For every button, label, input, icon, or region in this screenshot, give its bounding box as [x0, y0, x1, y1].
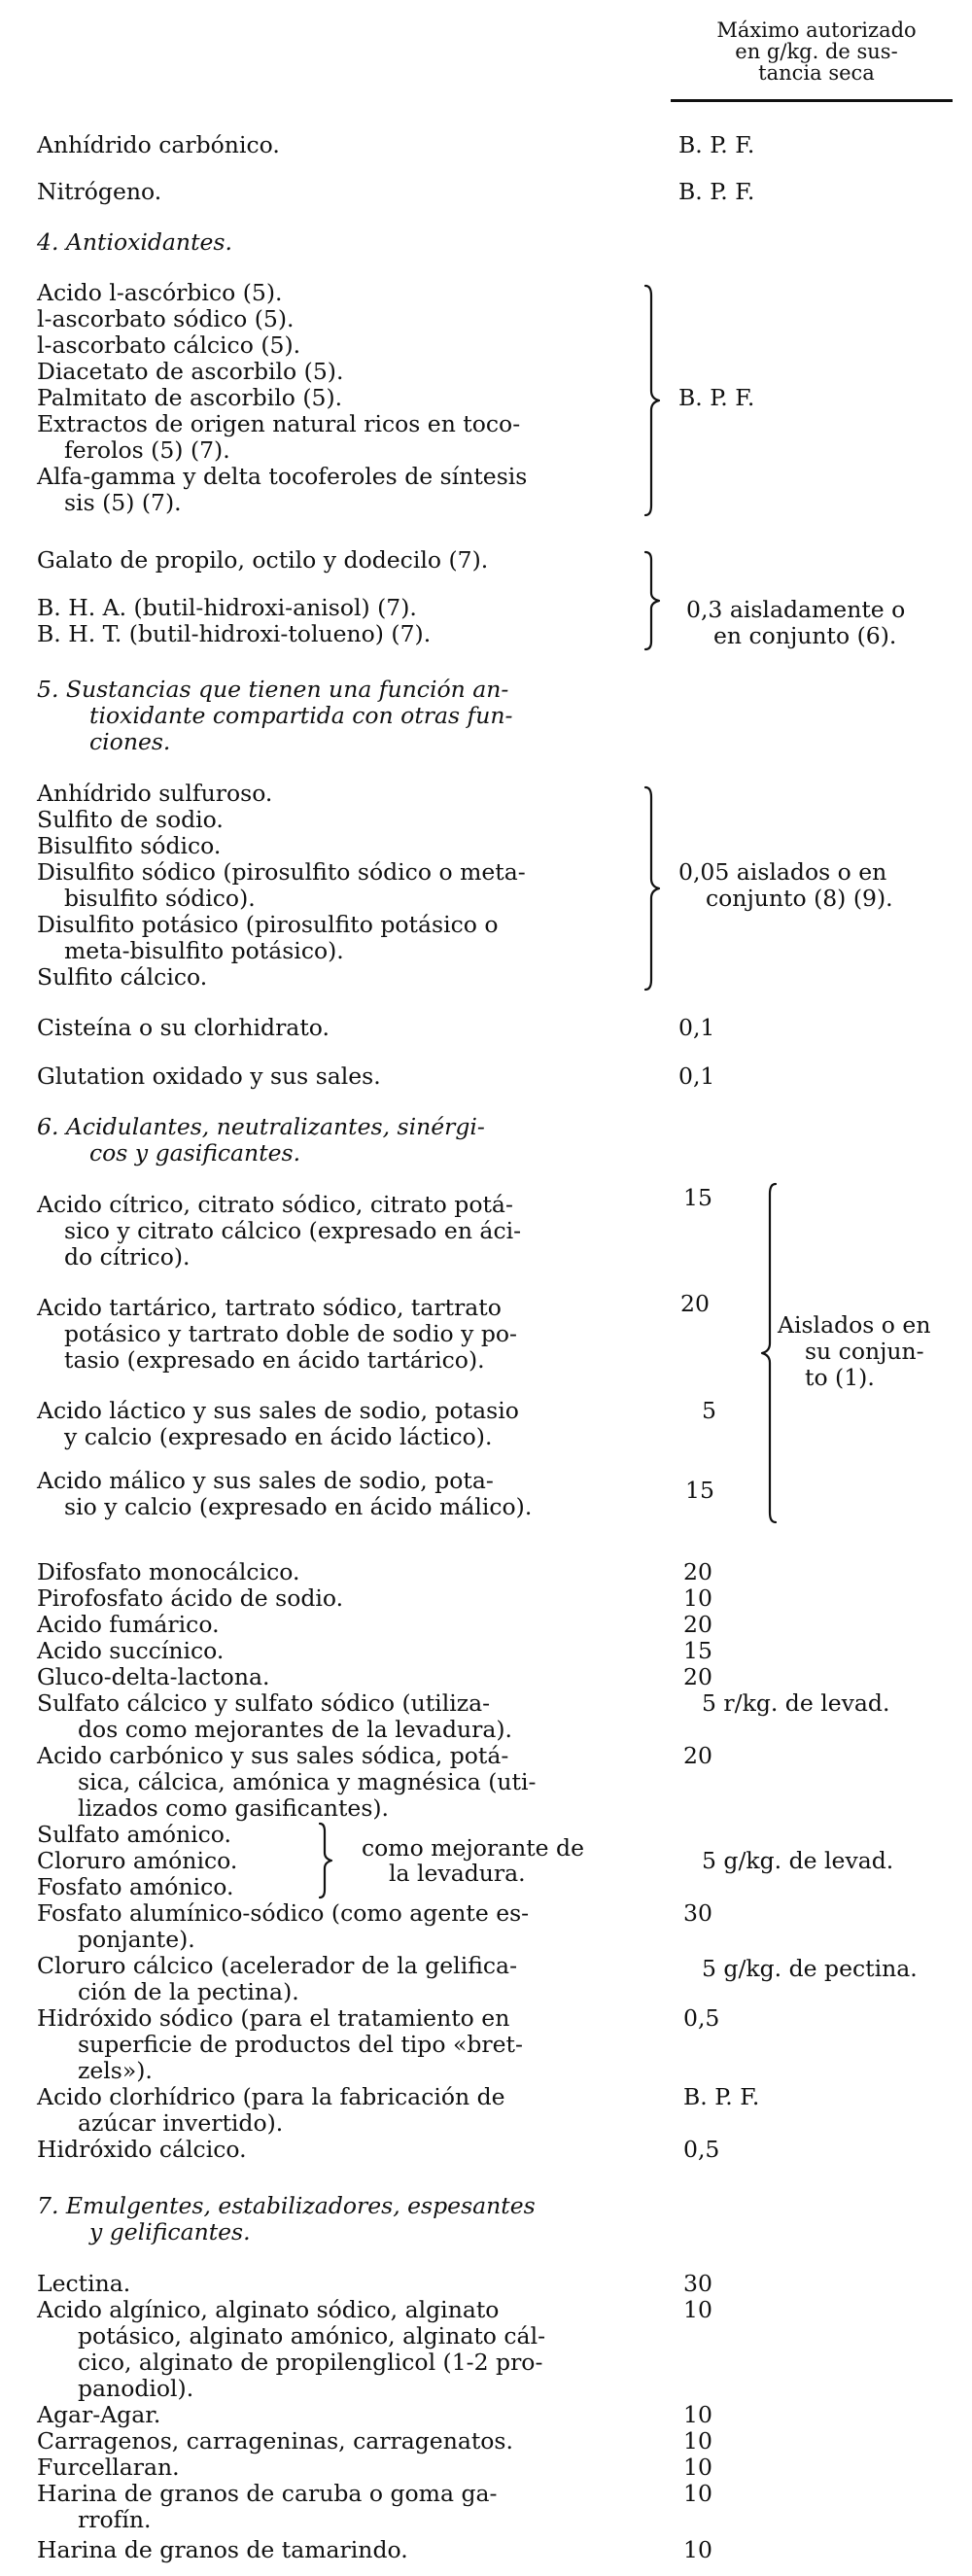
- acid-value: 15: [685, 1477, 714, 1504]
- brace-right: [642, 550, 671, 651]
- item-name: potásico, alginato amónico, alginato cál-: [78, 2322, 546, 2350]
- item-value: B. P. F.: [683, 2083, 760, 2110]
- item-name: cico, alginato de propilenglicol (1-2 pro-: [78, 2349, 543, 2376]
- sec5-item: bisulfito sódico).: [64, 885, 256, 912]
- item-name: Cisteína o su clorhidrato.: [37, 1014, 330, 1041]
- ammonium-item: Fosfato amónico.: [37, 1873, 234, 1900]
- item-name: Difosfato monocálcico.: [37, 1558, 300, 1585]
- ammonium-item: Cloruro amónico.: [37, 1847, 238, 1874]
- item-name: Acido clorhídrico (para la fabricación de: [37, 2083, 505, 2110]
- acid-item: sico y citrato cálcico (expresado en áci-: [64, 1217, 522, 1244]
- item-name: Hidróxido sódico (para el tratamiento en: [37, 2004, 510, 2032]
- item-name: Anhídrido carbónico.: [37, 131, 280, 158]
- section-5-title: tioxidante compartida con otras fun-: [89, 702, 513, 729]
- brace-right: [317, 1822, 342, 1899]
- item-name: Carragenos, carrageninas, carragenatos.: [37, 2427, 513, 2454]
- sec5-item: Bisulfito sódico.: [37, 832, 222, 859]
- item-value: 30: [683, 2270, 712, 2297]
- ammonium-note: como mejorante de: [362, 1834, 584, 1862]
- sec4-group1-value: B. P. F.: [678, 384, 755, 411]
- ammonium-note: la levadura.: [389, 1860, 526, 1887]
- acid-item: do cítrico).: [64, 1243, 191, 1271]
- item-value: 10: [683, 2454, 712, 2481]
- column-header-line-3: tancia seca: [758, 61, 875, 85]
- acid-item: tasio (expresado en ácido tartárico).: [64, 1346, 485, 1374]
- section-6-title: 6. Acidulantes, neutralizantes, sinérgi-: [37, 1113, 485, 1140]
- acid-value: 15: [683, 1184, 712, 1211]
- item-name: ponjante).: [78, 1926, 195, 1953]
- item-name: Harina de granos de tamarindo.: [37, 2536, 408, 2563]
- ammonium-value: 5 g/kg. de levad.: [702, 1847, 894, 1874]
- item-value: 0,1: [678, 1014, 715, 1041]
- sec5-item: Sulfito de sodio.: [37, 806, 224, 833]
- sec4-item: Galato de propilo, octilo y dodecilo (7).: [37, 546, 489, 574]
- acids-note: su conjun-: [805, 1338, 924, 1365]
- item-value: B. P. F.: [678, 178, 755, 205]
- item-name: Cloruro cálcico (acelerador de la gelifica-: [37, 1952, 518, 1979]
- item-name: sica, cálcica, amónica y magnésica (uti-: [78, 1768, 537, 1795]
- header-rule: [671, 99, 953, 102]
- sec5-group-value: conjunto (8) (9).: [706, 885, 893, 912]
- item-value: 5 g/kg. de pectina.: [702, 1955, 918, 1982]
- item-value: 10: [683, 2427, 712, 2454]
- sec4-item: ferolos (5) (7).: [64, 436, 230, 464]
- acid-item: Acido láctico y sus sales de sodio, potasio: [37, 1397, 519, 1424]
- acid-item: y calcio (expresado en ácido láctico).: [64, 1423, 493, 1450]
- sec5-item: Disulfito potásico (pirosulfito potásico o: [37, 911, 499, 938]
- acid-item: Acido cítrico, citrato sódico, citrato potá-: [37, 1191, 513, 1218]
- brace-left: [754, 1182, 780, 1524]
- acid-value: 5: [702, 1397, 716, 1424]
- item-value: 20: [683, 1663, 712, 1690]
- item-name: lizados como gasificantes).: [78, 1794, 390, 1822]
- acid-item: potásico y tartrato doble de sodio y po-: [64, 1320, 517, 1347]
- item-name: Agar-Agar.: [37, 2401, 161, 2428]
- brace-right: [642, 284, 671, 517]
- sec4-group2-value: 0,3 aisladamente o: [686, 596, 906, 623]
- item-name: dos como mejorantes de la levadura).: [78, 1716, 513, 1743]
- item-name: Gluco-delta-lactona.: [37, 1663, 270, 1690]
- acid-item: Acido málico y sus sales de sodio, pota-: [37, 1467, 494, 1494]
- item-name: Glutation oxidado y sus sales.: [37, 1062, 381, 1090]
- item-name: azúcar invertido).: [78, 2109, 284, 2137]
- section-4-title: 4. Antioxidantes.: [37, 228, 232, 256]
- item-name: Furcellaran.: [37, 2454, 180, 2481]
- sec5-item: Sulfito cálcico.: [37, 963, 208, 991]
- sec4-group2-value: en conjunto (6).: [713, 622, 897, 649]
- item-value: 10: [683, 2296, 712, 2323]
- item-name: superficie de productos del tipo «bret-: [78, 2031, 523, 2058]
- item-name: panodiol).: [78, 2375, 194, 2402]
- item-name: Pirofosfato ácido de sodio.: [37, 1584, 344, 1612]
- item-value: 10: [683, 1584, 712, 1612]
- item-value: 10: [683, 2536, 712, 2563]
- sec4-item: Alfa-gamma y delta tocoferoles de síntesis: [37, 463, 528, 490]
- ammonium-item: Sulfato amónico.: [37, 1821, 231, 1848]
- item-value: 10: [683, 2401, 712, 2428]
- section-7-title: y gelificantes.: [89, 2218, 251, 2245]
- section-7-title: 7. Emulgentes, estabilizadores, espesantes: [37, 2192, 536, 2219]
- item-value: 5 r/kg. de levad.: [702, 1689, 890, 1717]
- acids-note: to (1).: [805, 1364, 875, 1391]
- item-name: Sulfato cálcico y sulfato sódico (utiliza-: [37, 1689, 491, 1717]
- item-name: Acido algínico, alginato sódico, alginato: [37, 2296, 500, 2323]
- item-value: 20: [683, 1558, 712, 1585]
- item-name: Acido succínico.: [37, 1637, 225, 1664]
- item-name: rrofín.: [78, 2506, 152, 2533]
- acid-value: 20: [680, 1290, 710, 1317]
- sec4-item: l-ascorbato cálcico (5).: [37, 331, 301, 359]
- sec4-item: Palmitato de ascorbilo (5).: [37, 384, 343, 411]
- item-value: 10: [683, 2480, 712, 2507]
- sec5-item: Disulfito sódico (pirosulfito sódico o meta-: [37, 858, 526, 886]
- item-name: Harina de granos de caruba o goma ga-: [37, 2480, 498, 2507]
- sec5-group-value: 0,05 aislados o en: [678, 858, 887, 886]
- sec4-item: B. H. T. (butil-hidroxi-tolueno) (7).: [37, 620, 432, 647]
- section-5-title: 5. Sustancias que tienen una función an-: [37, 676, 509, 703]
- item-name: Nitrógeno.: [37, 178, 162, 205]
- item-value: 0,1: [678, 1062, 715, 1090]
- sec5-item: meta-bisulfito potásico).: [64, 937, 344, 964]
- sec4-item: Extractos de origen natural ricos en toco-: [37, 410, 521, 437]
- section-6-title: cos y gasificantes.: [89, 1139, 301, 1166]
- sec4-item: B. H. A. (butil-hidroxi-anisol) (7).: [37, 594, 417, 621]
- item-value: 20: [683, 1742, 712, 1769]
- item-value: 0,5: [683, 2136, 720, 2163]
- item-name: zels»).: [78, 2057, 153, 2084]
- acids-note: Aislados o en: [778, 1311, 931, 1339]
- column-header-line-2: en g/kg. de sus-: [735, 40, 898, 63]
- item-name: Acido fumárico.: [37, 1611, 220, 1638]
- item-value: 20: [683, 1611, 712, 1638]
- item-name: ción de la pectina).: [78, 1978, 299, 2005]
- acid-item: Acido tartárico, tartrato sódico, tartrato: [37, 1294, 502, 1321]
- sec4-item: Diacetato de ascorbilo (5).: [37, 358, 344, 385]
- sec4-item: l-ascorbato sódico (5).: [37, 305, 295, 332]
- brace-right: [642, 785, 671, 992]
- item-value: 15: [683, 1637, 712, 1664]
- sec5-item: Anhídrido sulfuroso.: [37, 780, 273, 807]
- acid-item: sio y calcio (expresado en ácido málico).: [64, 1493, 533, 1520]
- item-value: 0,5: [683, 2004, 720, 2032]
- item-name: Acido carbónico y sus sales sódica, potá-: [37, 1742, 509, 1769]
- item-name: Hidróxido cálcico.: [37, 2136, 247, 2163]
- section-5-title: ciones.: [89, 728, 171, 755]
- sec4-item: sis (5) (7).: [64, 489, 182, 516]
- item-value: B. P. F.: [678, 131, 755, 158]
- item-name: Fosfato alumínico-sódico (como agente es-: [37, 1899, 530, 1927]
- item-value: 30: [683, 1899, 712, 1927]
- sec4-item: Acido l-ascórbico (5).: [37, 279, 283, 306]
- column-header-line-1: Máximo autorizado: [716, 18, 917, 42]
- item-name: Lectina.: [37, 2270, 131, 2297]
